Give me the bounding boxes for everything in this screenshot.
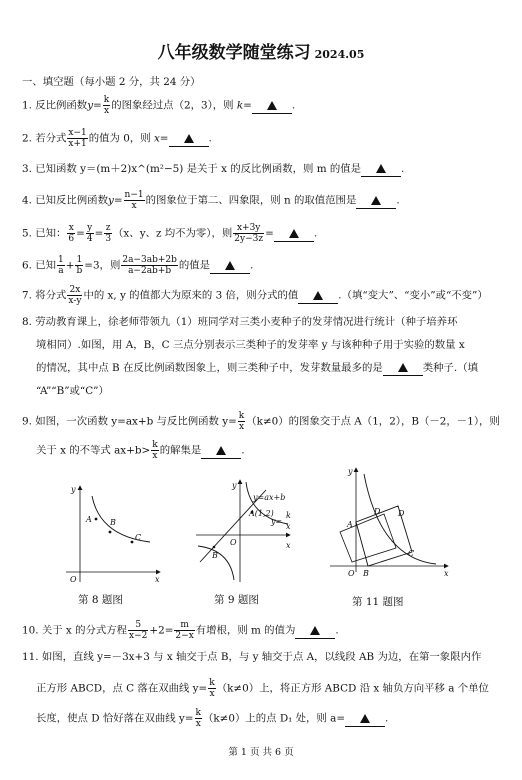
triangle-icon <box>398 363 408 372</box>
answer-blank <box>298 290 338 304</box>
question-8-line-3: 的情况，其中点 B 在反比例函数图象上，则三类种子中，发芽数量最多的是 类种子.（填 <box>36 362 479 374</box>
fig11-A-label: A <box>347 520 353 529</box>
fig8-y-label: y <box>71 485 76 494</box>
fig11-C-label: C <box>408 549 415 558</box>
question-3: 3. 已知函数 y＝(m＋2)x^(m²−5) 是关于 x 的反比例函数，则 m 的值是 . <box>22 163 405 175</box>
question-2: 2. 若分式 $\frac{x-1}{x+1}$ 的值为 0，则 x= . <box>22 128 212 149</box>
answer-blank <box>252 100 292 114</box>
title-date: 2024.05 <box>314 48 365 61</box>
fig8-B-label: B <box>110 518 116 527</box>
question-11-line-3: 长度，使点 D 恰好落在双曲线 y= $\frac{k}{x}$ （k≠0）上的点 D₁ 处，则 a= . <box>36 708 389 729</box>
figure-8 <box>66 485 160 584</box>
answer-blank <box>201 445 241 459</box>
question-11-line-1: 11. 如图，直线 y=－3x+3 与 x 轴交于点 B，与 y 轴交于点 A，以线段 AB 为边，在第一象限内作 <box>22 651 482 663</box>
triangle-icon <box>225 261 235 270</box>
fig9-B-label: B <box>212 551 218 560</box>
title-text: 八年级数学随堂练习 <box>157 43 311 63</box>
answer-blank <box>383 362 423 376</box>
triangle-icon <box>313 291 323 300</box>
fig11-origin: O <box>348 569 355 578</box>
figure-11 <box>330 467 449 578</box>
triangle-icon <box>360 714 370 723</box>
page-title <box>0 38 522 63</box>
triangle-icon <box>289 229 299 238</box>
caption-fig9: 第 9 题图 <box>214 594 259 606</box>
question-10: 10. 关于 x 的分式方程 $\frac{5}{x-2}$ +2= $\frac{m}{2-x}$ 有增根，则 m 的值为 . <box>22 620 339 641</box>
fig9-origin: O <box>230 538 237 547</box>
fig9-xd-label: x <box>286 522 291 531</box>
question-6: 6. 已知 $\frac{1}{a}$ + $\frac{1}{b}$ =3，则 $\frac{2a-3ab+2b}{a-2ab+b}$ 的值是 . <box>22 255 254 276</box>
triangle-icon <box>376 164 386 173</box>
fig8-C-label: C <box>135 533 142 542</box>
question-9-line-2: 关于 x 的不等式 ax+b> $\frac{k}{x}$ 的解集是 . <box>36 440 245 461</box>
question-8-line-4: “A”“B”或“C”） <box>36 385 109 397</box>
fig9-k-label: k <box>286 511 291 520</box>
question-7: 7. 将分式 $\frac{2x}{x-y}$ 中的 x, y 的值都大为原来的 3 倍，则分式的值 .（填“变大”、“变小”或“不变”） <box>22 285 488 306</box>
triangle-icon <box>216 446 226 455</box>
fig11-x-label: x <box>444 569 449 578</box>
answer-blank <box>169 133 209 147</box>
answer-blank <box>274 228 314 242</box>
triangle-icon <box>184 134 194 143</box>
fig11-D-label: D <box>398 509 405 518</box>
fig9-A-label: A(1,2) <box>249 509 274 518</box>
question-5: 5. 已知： $\frac{x}{6}$ = $\frac{y}{4}$ = $\frac{z}{3}$ （x、y、z 均不为零），则 $\frac{x+3y}{2y-3z}$ = . <box>22 223 318 244</box>
page-footer: 第 1 页 共 6 页 <box>228 747 294 758</box>
answer-blank <box>345 713 385 727</box>
fig9-curve-label: y= <box>271 517 283 526</box>
section-heading: 一、填空题（每小题 2 分，共 24 分） <box>22 76 201 88</box>
fig11-D1-label: D <box>374 507 381 516</box>
question-11-line-2: 正方形 ABCD，点 C 落在双曲线 y= $\frac{k}{x}$ （k≠0）上，将正方形 ABCD 沿 x 轴负方向平移 a 个单位 <box>36 678 489 699</box>
fig8-A-label: A <box>86 515 92 524</box>
fig11-B-label: B <box>363 569 369 578</box>
caption-fig11: 第 11 题图 <box>352 596 404 608</box>
fig8-x-label: x <box>155 575 160 584</box>
triangle-icon <box>310 626 320 635</box>
question-8-line-2: 境相同）.如图，用 A，B，C 三点分别表示三类种子的发芽率 y 与该种种子用于实验的数量 x <box>36 339 465 351</box>
fig9-x-label: x <box>286 541 291 550</box>
fig9-y-label: y <box>232 481 237 490</box>
question-4: 4. 已知反比例函数y= $\frac{n-1}{x}$ 的图象位于第二、四象限，则 n 的取值范围是 . <box>22 190 400 211</box>
fig9-line-label: y=ax+b <box>253 493 286 502</box>
answer-blank <box>295 625 335 639</box>
figures <box>0 462 522 612</box>
question-1: 1. 反比例函数y= $\frac{k}{x}$ 的图象经过点（2，3），则 k= . <box>22 95 296 116</box>
answer-blank <box>361 163 401 177</box>
fig11-y-label: y <box>348 467 353 476</box>
triangle-icon <box>371 196 381 205</box>
fig8-origin: O <box>70 575 77 584</box>
question-8-line-1: 8. 劳动教育课上，徐老师带领九（1）班同学对三类小麦种子的发芽情况进行统计（种子培养环 <box>22 316 458 328</box>
caption-fig8: 第 8 题图 <box>78 594 123 606</box>
triangle-icon <box>267 101 277 110</box>
answer-blank <box>210 260 250 274</box>
question-9-line-1: 9. 如图，一次函数 y=ax+b 与反比例函数 y= $\frac{k}{x}$ （k≠0）的图象交于点 A（1，2），B（－2，－1），则 <box>22 411 500 432</box>
answer-blank <box>356 195 396 209</box>
figure-9 <box>196 480 291 582</box>
